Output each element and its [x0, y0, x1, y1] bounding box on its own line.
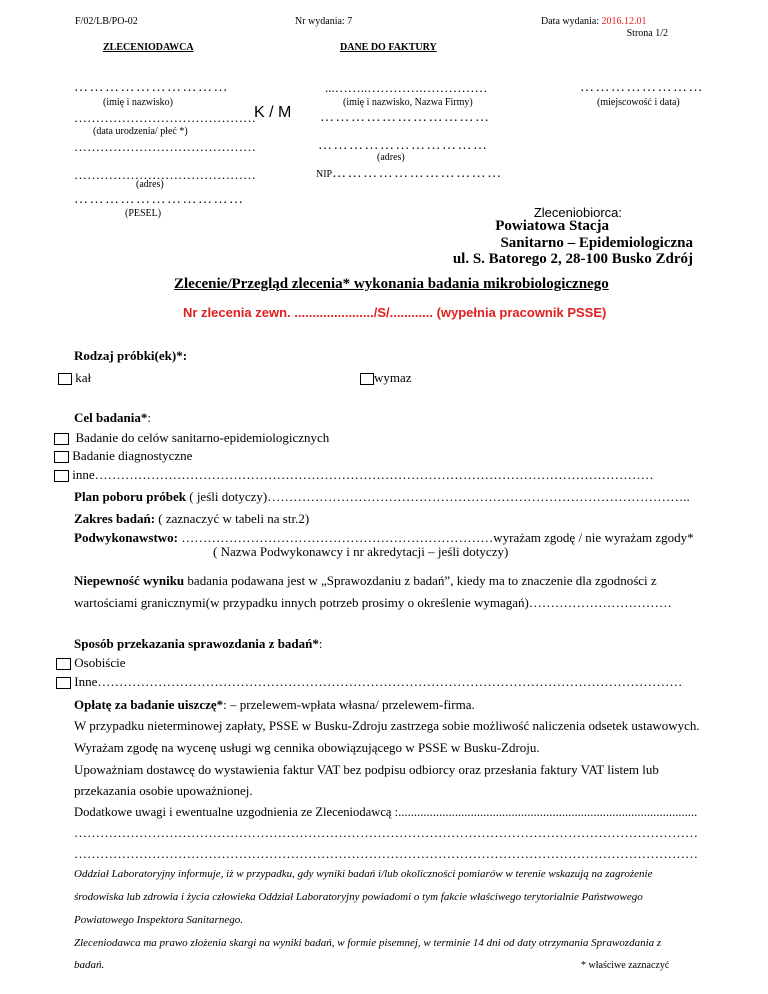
pesel-caption: (PESEL)	[125, 208, 162, 219]
subcontracting[interactable]: Podwykonawstwo: ………………………………………………………………wyrażam zgodę / nie wyrażam zgody*	[74, 530, 694, 545]
checkbox[interactable]	[56, 677, 71, 689]
edition-number: Nr wydania: 7	[295, 16, 353, 27]
purpose-diagnostic-option[interactable]: Badanie diagnostyczne	[54, 448, 192, 464]
invoice-address-field[interactable]: ……………………………	[318, 138, 489, 153]
test-scope: Zakres badań: ( zaznaczyć w tabeli na str.2)	[74, 511, 310, 526]
complaint-notice-line-2: badań.	[74, 959, 105, 971]
place-date-field[interactable]: ……………………	[580, 80, 704, 95]
uncertainty-line-2[interactable]: wartościami granicznymi(w przypadku innych potrzeb prosimy o określenie wymagań)……………………………	[74, 595, 672, 610]
client-address-caption: (adres)	[136, 179, 164, 190]
client-name-field[interactable]: …………………………	[74, 80, 229, 95]
checkbox[interactable]	[56, 658, 71, 670]
invoice-field-2[interactable]: ……………………………	[320, 110, 491, 125]
sample-wymaz-option[interactable]: wymaz	[360, 370, 412, 386]
sample-type-heading: Rodzaj próbki(ek)*:	[74, 348, 188, 363]
checkbox[interactable]	[54, 470, 69, 482]
contractor-line-1: Powiatowa Stacja	[495, 218, 609, 234]
payment-method[interactable]: Opłatę za badanie uiszczę*: – przelewem-wpłata własna/ przelewem-firma.	[74, 697, 475, 712]
report-delivery-heading: Sposób przekazania sprawozdania z badań*:	[74, 636, 323, 651]
remarks-line-1[interactable]: ………………………………………………………………………………………………………………………………	[74, 825, 698, 840]
pesel-field[interactable]: ……………………………	[74, 192, 245, 207]
invoice-name-caption: (imię i nazwisko, Nazwa Firmy)	[343, 97, 473, 108]
lab-notice-line-1: Oddział Laboratoryjny informuje, iż w przypadku, gdy wyniki badań i/lub okoliczności pomiarów w terenie wskazują na zagrożenie	[74, 868, 653, 880]
purpose-sanitary-option[interactable]: Badanie do celów sanitarno-epidemiologicznych	[54, 430, 329, 446]
contractor-label: Zleceniobiorca:	[533, 205, 622, 220]
birth-date-caption: (data urodzenia/ płeć *)	[93, 126, 188, 137]
checkbox[interactable]	[54, 451, 69, 463]
lab-notice-line-2: środowiska lub zdrowia i życia człowieka Oddział Laboratoryjny powiadomi o tym fakcie właściwego terytorialnie Państwowego	[74, 891, 643, 903]
doc-code: F/02/LB/PO-02	[75, 16, 138, 27]
vat-authorization-line-2: przekazania osobie upoważnionej.	[74, 783, 253, 798]
invoice-section-title: DANE DO FAKTURY	[340, 42, 437, 53]
client-section-title: ZLECENIODAWCA	[103, 42, 194, 53]
checkbox[interactable]	[54, 433, 69, 445]
document-title: Zlecenie/Przegląd zlecenia* wykonania badania mikrobiologicznego	[174, 276, 609, 292]
lab-notice-line-3: Powiatowego Inspektora Sanitarnego.	[74, 914, 243, 926]
page-number: Strona 1/2	[626, 28, 668, 39]
report-other-option[interactable]: Inne………………………………………………………………………………………………………………………	[56, 674, 682, 690]
gender-km[interactable]: K / M	[254, 104, 292, 121]
order-number[interactable]: Nr zlecenia zewn. ....................../S/............ (wypełnia pracownik PSSE)	[183, 305, 607, 320]
uncertainty-line-1: Niepewność wyniku badania podawana jest w „Sprawozdaniu z badań”, kiedy ma to znaczenie dla zgodności z	[74, 573, 657, 588]
contractor-line-2: Sanitarno – Epidemiologiczna	[500, 235, 693, 251]
checkbox[interactable]	[360, 373, 374, 385]
remarks-line-2[interactable]: ………………………………………………………………………………………………………………………………	[74, 846, 698, 861]
purpose-other-option[interactable]: inne…………………………………………………………………………………………………………………	[54, 467, 654, 483]
subcontracting-caption: ( Nazwa Podwykonawcy i nr akredytacji – jeśli dotyczy)	[213, 544, 509, 559]
place-date-caption: (miejscowość i data)	[597, 97, 680, 108]
pricing-consent: Wyrażam zgodę na wycenę usługi wg cennika obowiązującego w PSSE w Busku-Zdroju.	[74, 740, 540, 755]
report-personal-option[interactable]: Osobiście	[56, 655, 126, 671]
late-payment-note: W przypadku nieterminowej zapłaty, PSSE w Busku-Zdroju zastrzega sobie możliwość naliczenia odsetek ustawowych.	[74, 718, 700, 733]
purpose-heading: Cel badania*:	[74, 410, 151, 425]
client-extra-field[interactable]: ……………………………………	[74, 139, 256, 154]
contractor-line-3: ul. S. Batorego 2, 28-100 Busko Zdrój	[452, 251, 693, 267]
invoice-address-caption: (adres)	[377, 152, 405, 163]
additional-remarks[interactable]: Dodatkowe uwagi i ewentualne uzgodnienia ze Zleceniodawcą :...............................................................................................	[74, 805, 698, 819]
birth-date-field[interactable]: ……………………………………	[74, 110, 256, 125]
issue-date: Data wydania: 2016.12.01	[541, 16, 647, 27]
invoice-name-field[interactable]: ...……..………….……………	[325, 80, 488, 95]
vat-authorization-line-1: Upoważniam dostawcę do wystawienia faktur VAT bez podpisu odbiorcy oraz przesłania faktury VAT listem lub	[74, 762, 659, 777]
checkbox[interactable]	[58, 373, 72, 385]
sample-kal-option[interactable]: kał	[58, 370, 91, 386]
sampling-plan[interactable]: Plan poboru próbek ( jeśli dotyczy)……………………………………………………………………………………..	[74, 489, 690, 504]
footnote: * właściwe zaznaczyć	[581, 960, 670, 971]
client-address-field[interactable]: ……………………………………	[74, 167, 256, 182]
nip-field[interactable]: NIP……………………………	[316, 166, 503, 181]
complaint-notice-line-1: Zleceniodawca ma prawo złożenia skargi na wyniki badań, w formie pisemnej, w terminie 14 dni od daty otrzymania Sprawozdania z	[74, 937, 662, 949]
client-name-caption: (imię i nazwisko)	[103, 97, 173, 108]
